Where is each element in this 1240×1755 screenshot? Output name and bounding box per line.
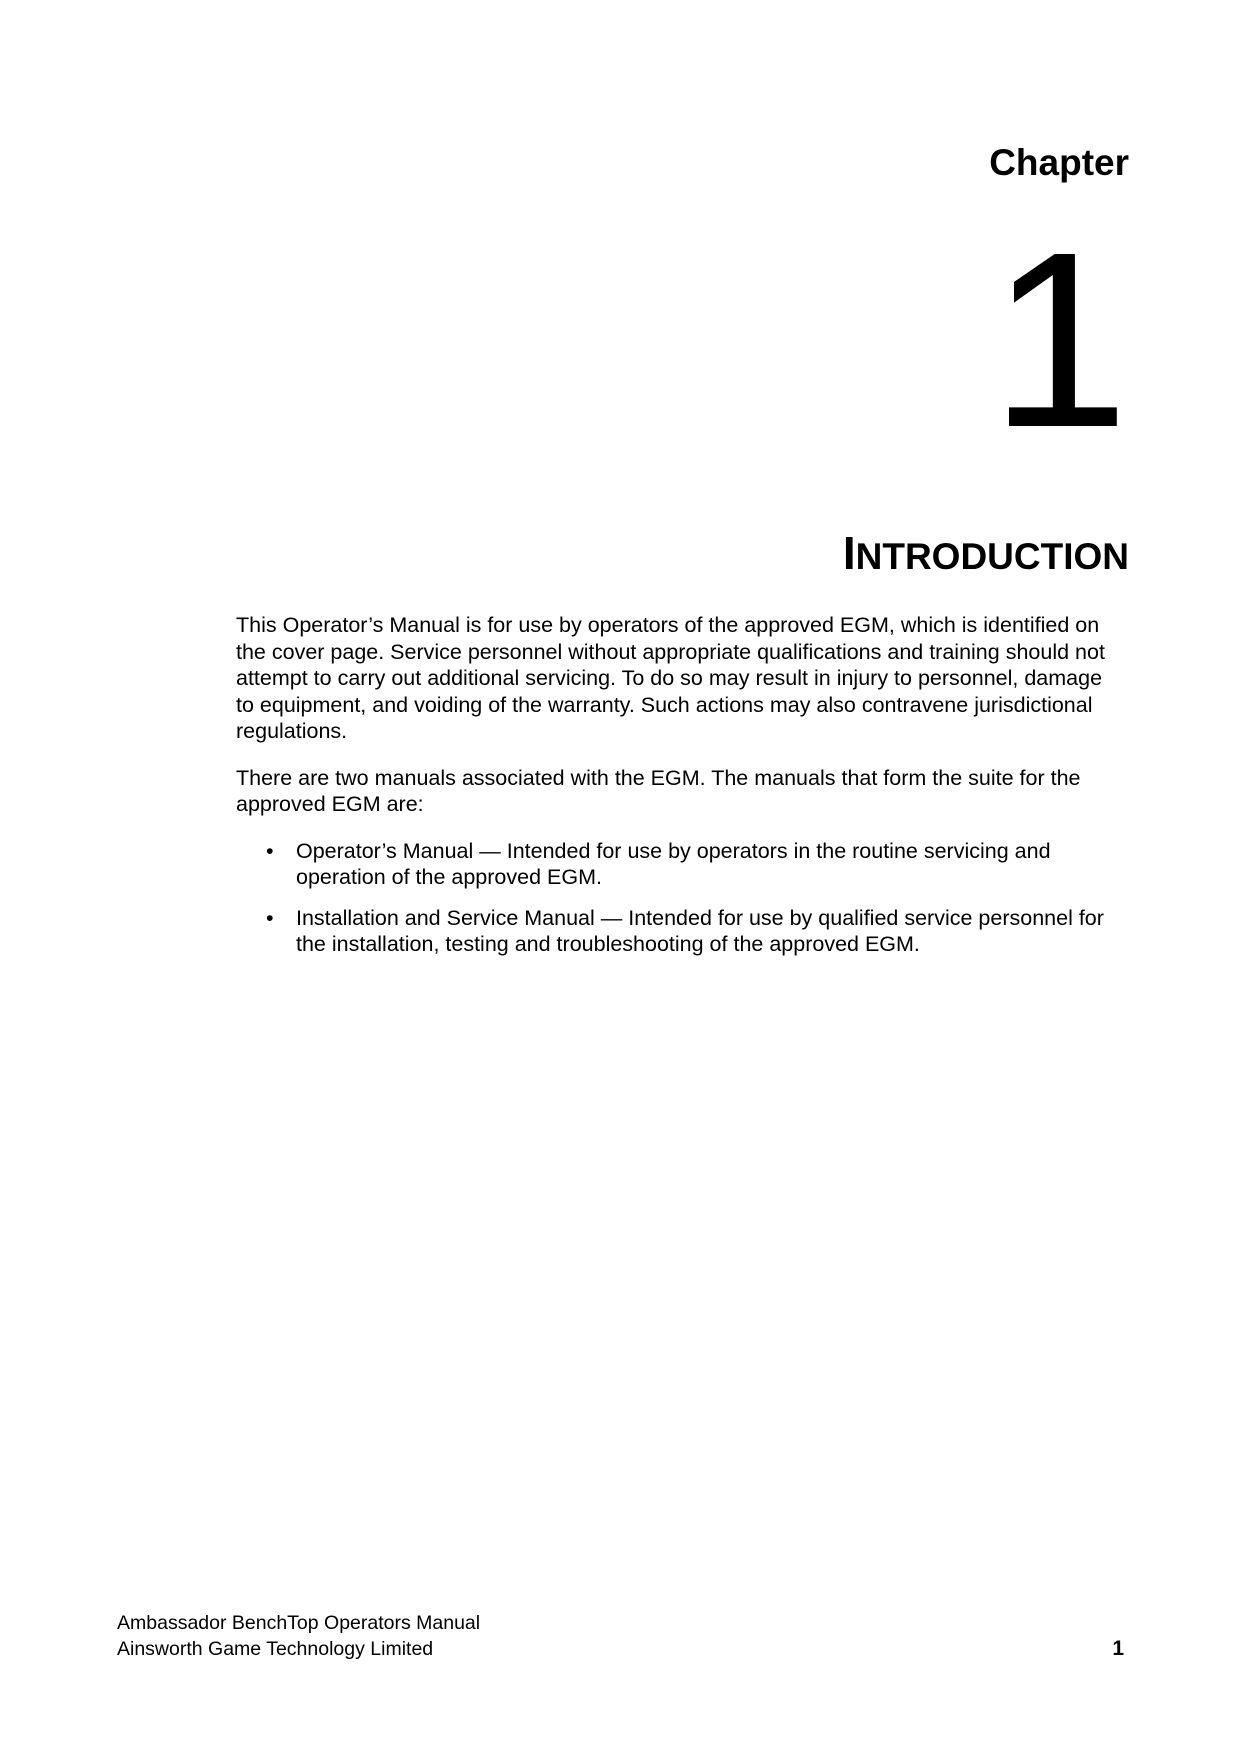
list-item-text: Installation and Service Manual — Intended for use by qualified service personnel for the installation, testing and troubleshooting of the approved EGM.: [296, 905, 1104, 956]
manuals-list: [236, 838, 1116, 958]
list-item: [236, 905, 1116, 958]
chapter-number: 1: [989, 200, 1125, 479]
chapter-title: [842, 527, 1129, 579]
body-text: [236, 612, 1116, 972]
chapter-title-rest: NTRODUCTION: [855, 536, 1129, 577]
list-item-text: Operator’s Manual — Intended for use by operators in the routine servicing and operation of the approved EGM.: [296, 838, 1051, 889]
list-item: [236, 838, 1116, 891]
footer: [117, 1610, 480, 1662]
page-number: 1: [1112, 1637, 1124, 1660]
bullet-icon: •: [266, 838, 274, 863]
footer-company: Ainsworth Game Technology Limited: [117, 1638, 434, 1660]
footer-manual-title: Ambassador BenchTop Operators Manual: [117, 1612, 481, 1634]
intro-paragraph: This Operator’s Manual is for use by operators of the approved EGM, which is identified on the cover page. Service personnel without appropriate qualifications and training should not attempt to carry out additional servicing. To do so may result in injury to personnel, damage to equipment, and voiding of the warranty. Such actions may also contravene jurisdictional regulations.: [236, 613, 1105, 743]
manuals-paragraph: There are two manuals associated with the EGM. The manuals that form the suite for the approved EGM are:: [236, 765, 1081, 816]
bullet-icon: •: [266, 905, 274, 930]
chapter-label: Chapter: [989, 142, 1129, 183]
chapter-title-initial: I: [842, 527, 856, 579]
